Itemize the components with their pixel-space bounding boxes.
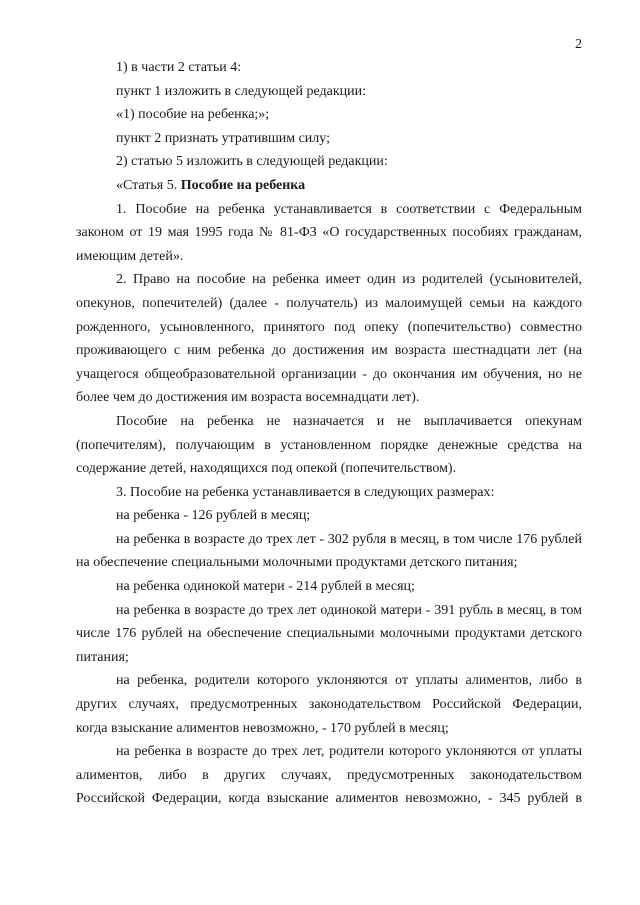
text-run: опекунов, попечителей) (далее - получатель) из малоимущей семьи на каждого bbox=[76, 295, 582, 311]
text-line bbox=[76, 764, 582, 788]
text-line bbox=[76, 339, 582, 363]
text-line bbox=[76, 575, 582, 599]
page-number: 2 bbox=[575, 37, 582, 52]
text-line bbox=[76, 481, 582, 505]
text-run: имеющим детей». bbox=[76, 248, 184, 264]
text-line bbox=[76, 80, 582, 104]
text-line bbox=[76, 150, 582, 174]
text-run: 3. Пособие на ребенка устанавливается в следующих размерах: bbox=[116, 484, 495, 500]
text-run: 1. Пособие на ребенка устанавливается в соответствии с Федеральным bbox=[116, 201, 582, 217]
text-line bbox=[76, 386, 582, 410]
text-line bbox=[76, 457, 582, 481]
text-run: 2) статью 5 изложить в следующей редакции: bbox=[116, 154, 388, 170]
text-line bbox=[76, 127, 582, 151]
text-line bbox=[76, 198, 582, 222]
text-line bbox=[76, 787, 582, 811]
text-run: 2. Право на пособие на ребенка имеет один из родителей (усыновителей, bbox=[116, 272, 582, 288]
text-run: пункт 2 признать утратившим силу; bbox=[116, 130, 330, 146]
text-line bbox=[76, 599, 582, 623]
text-run: (попечителям), получающим в установленном порядке денежные средства на bbox=[76, 437, 582, 453]
text-run: законом от 19 мая 1995 года № 81-ФЗ «О государственных пособиях гражданам, bbox=[76, 225, 582, 241]
text-run: учащегося общеобразовательной организации - до окончания им обучения, но не bbox=[76, 366, 582, 382]
text-line bbox=[76, 174, 582, 198]
text-line bbox=[76, 669, 582, 693]
text-line bbox=[76, 316, 582, 340]
text-run: числе 176 рублей на обеспечение специальными молочными продуктами детского bbox=[76, 626, 582, 642]
text-line bbox=[76, 245, 582, 269]
text-run: рожденного, усыновленного, принятого под опеку (попечительство) совместно bbox=[76, 319, 582, 335]
text-run: проживающего с ним ребенка до достижения им возраста шестнадцати лет (на bbox=[76, 343, 582, 359]
document-body bbox=[76, 56, 582, 811]
text-run: на ребенка в возрасте до трех лет - 302 рубля в месяц, в том числе 176 рублей bbox=[116, 531, 582, 547]
text-line bbox=[76, 434, 582, 458]
text-run: других случаях, предусмотренных законодательством Российской Федерации, bbox=[76, 697, 582, 713]
text-line bbox=[76, 504, 582, 528]
text-run: «1) пособие на ребенка;»; bbox=[116, 107, 270, 123]
text-line bbox=[76, 363, 582, 387]
text-run: 1) в части 2 статьи 4: bbox=[116, 60, 242, 75]
text-run: на обеспечение специальными молочными продуктами детского питания; bbox=[76, 555, 518, 571]
text-line bbox=[76, 292, 582, 316]
text-line bbox=[76, 740, 582, 764]
article-title: Пособие на ребенка bbox=[180, 177, 306, 193]
text-line bbox=[76, 103, 582, 127]
text-line bbox=[76, 268, 582, 292]
text-run: на ребенка в возрасте до трех лет одинокой матери - 391 рубль в месяц, в том bbox=[116, 602, 582, 618]
text-run: пункт 1 изложить в следующей редакции: bbox=[116, 83, 366, 99]
text-run: более чем до достижения им возраста восемнадцати лет). bbox=[76, 390, 420, 406]
text-run: на ребенка одинокой матери - 214 рублей в месяц; bbox=[116, 579, 415, 595]
text-line bbox=[76, 221, 582, 245]
text-line bbox=[76, 56, 582, 80]
text-line bbox=[76, 622, 582, 646]
text-run: на ребенка, родители которого уклоняются от уплаты алиментов, либо в bbox=[116, 673, 582, 689]
text-run: питания; bbox=[76, 649, 129, 665]
text-run: когда взыскание алиментов невозможно, - 170 рублей в месяц; bbox=[76, 720, 449, 736]
text-run: содержание детей, находящихся под опекой (попечительством). bbox=[76, 461, 457, 477]
text-line bbox=[76, 693, 582, 717]
text-line bbox=[76, 410, 582, 434]
text-line bbox=[76, 646, 582, 670]
text-run: «Статья 5. bbox=[116, 177, 181, 193]
text-run: Российской Федерации, когда взыскание алиментов невозможно, - 345 рублей в bbox=[76, 791, 582, 807]
text-run: алиментов, либо в других случаях, предусмотренных законодательством bbox=[76, 767, 582, 783]
text-line bbox=[76, 717, 582, 741]
text-line bbox=[76, 551, 582, 575]
text-line bbox=[76, 528, 582, 552]
text-run: Пособие на ребенка не назначается и не выплачивается опекунам bbox=[116, 413, 582, 429]
text-run: на ребенка - 126 рублей в месяц; bbox=[116, 508, 311, 524]
text-run: на ребенка в возрасте до трех лет, родители которого уклоняются от уплаты bbox=[116, 744, 582, 760]
